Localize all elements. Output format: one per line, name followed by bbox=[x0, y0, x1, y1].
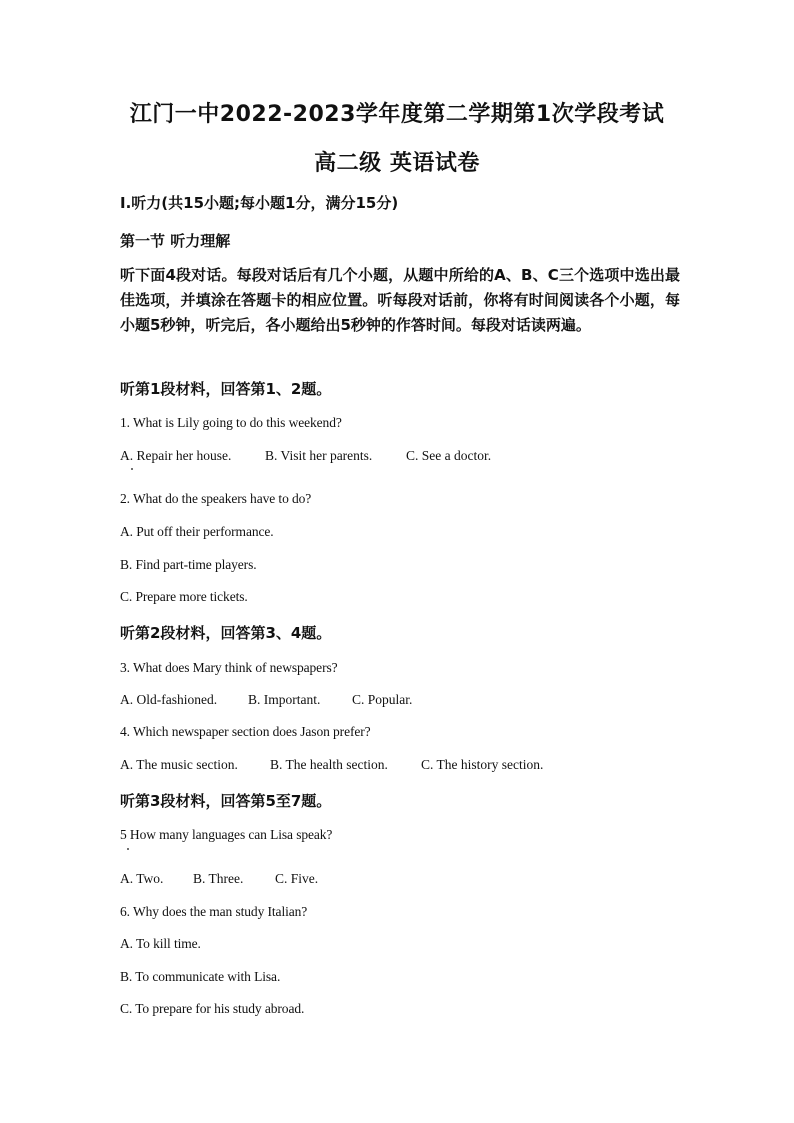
question-stem-1: 1. What is Lily going to do this weekend? bbox=[120, 415, 342, 430]
instructions-paragraph: 听下面4段对话。每段对话后有几个小题，从题中所给的A、B、C三个选项中选出最佳选项，并填涂在答题卡的相应位置。听每段对话前，你将有时间阅读各个小题，每小题5秒钟，听完后，各小题给出5秒钟的作答时间。每段对话读两遍。 bbox=[120, 266, 680, 334]
question-1-option-a: A. Repair her house. bbox=[120, 448, 232, 463]
question-stem-2: 2. What do the speakers have to do? bbox=[120, 491, 312, 506]
question-2-option-c: C. Prepare more tickets. bbox=[120, 589, 248, 604]
group-label-3: 听第3段材料，回答第5至7题。 bbox=[120, 792, 332, 810]
question-5-option-c: C. Five. bbox=[275, 871, 319, 886]
question-6-option-c: C. To prepare for his study abroad. bbox=[120, 1001, 305, 1016]
question-3-option-b: B. Important. bbox=[248, 692, 321, 707]
question-6-option-a: A. To kill time. bbox=[120, 936, 201, 951]
stray-mark bbox=[127, 848, 129, 850]
question-4-option-a: A. The music section. bbox=[120, 757, 238, 772]
section-heading: I.听力(共15小题;每小题1分，满分15分) bbox=[120, 194, 399, 212]
question-3-option-c: C. Popular. bbox=[352, 692, 413, 707]
question-1-option-c: C. See a doctor. bbox=[406, 448, 492, 463]
question-4-option-b: B. The health section. bbox=[270, 757, 388, 772]
question-stem-5: 5 How many languages can Lisa speak? bbox=[120, 827, 333, 842]
group-label-2: 听第2段材料，回答第3、4题。 bbox=[120, 624, 332, 642]
question-5-option-a: A. Two. bbox=[120, 871, 164, 886]
question-2-option-a: A. Put off their performance. bbox=[120, 524, 274, 539]
group-label-1: 听第1段材料，回答第1、2题。 bbox=[120, 380, 332, 398]
question-6-option-b: B. To communicate with Lisa. bbox=[120, 969, 281, 984]
question-2-option-b: B. Find part-time players. bbox=[120, 557, 257, 572]
question-4-option-c: C. The history section. bbox=[421, 757, 544, 772]
question-1-option-b: B. Visit her parents. bbox=[265, 448, 373, 463]
question-stem-6: 6. Why does the man study Italian? bbox=[120, 904, 308, 919]
exam-title: 江门一中2022-2023学年度第二学期第1次学段考试 bbox=[129, 102, 665, 127]
stray-mark bbox=[131, 468, 133, 470]
question-3-option-a: A. Old-fashioned. bbox=[120, 692, 218, 707]
exam-subtitle: 高二级 英语试卷 bbox=[314, 151, 480, 176]
question-stem-3: 3. What does Mary think of newspapers? bbox=[120, 660, 338, 675]
question-5-option-b: B. Three. bbox=[193, 871, 244, 886]
part-heading: 第一节 听力理解 bbox=[120, 232, 231, 250]
question-stem-4: 4. Which newspaper section does Jason prefer? bbox=[120, 724, 371, 739]
